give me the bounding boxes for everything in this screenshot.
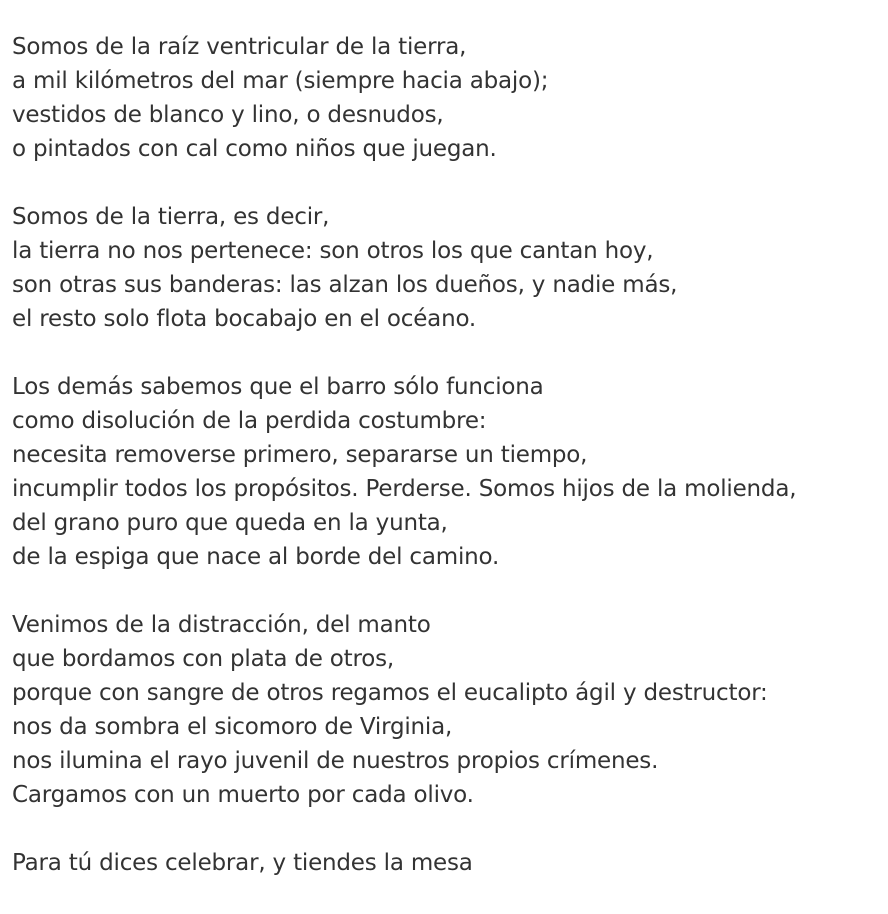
stanza-4 — [12, 608, 882, 812]
poem-line: o pintados con cal como niños que juegan. — [12, 136, 497, 162]
poem-line: a mil kilómetros del mar (siempre hacia abajo); — [12, 68, 549, 94]
poem-line: Venimos de la distracción, del manto — [12, 612, 431, 638]
stanza-3 — [12, 370, 882, 574]
poem-line: como disolución de la perdida costumbre: — [12, 408, 487, 434]
poem-line: de la espiga que nace al borde del camino. — [12, 544, 500, 570]
poem-line: del grano puro que queda en la yunta, — [12, 510, 448, 536]
poem-line: necesita removerse primero, separarse un tiempo, — [12, 442, 588, 468]
poem-line: Somos de la tierra, es decir, — [12, 204, 330, 230]
stanza-2 — [12, 200, 882, 336]
poem-line: la tierra no nos pertenece: son otros los que cantan hoy, — [12, 238, 654, 264]
poem-text — [12, 30, 882, 914]
poem-line: porque con sangre de otros regamos el eucalipto ágil y destructor: — [12, 680, 768, 706]
poem-line: nos ilumina el rayo juvenil de nuestros propios crímenes. — [12, 748, 659, 774]
poem-line: Los demás sabemos que el barro sólo funciona — [12, 374, 544, 400]
poem-line: que bordamos con plata de otros, — [12, 646, 395, 672]
stanza-1 — [12, 30, 882, 166]
stanza-5 — [12, 846, 882, 880]
poem-line: Cargamos con un muerto por cada olivo. — [12, 782, 474, 808]
poem-line: son otras sus banderas: las alzan los dueños, y nadie más, — [12, 272, 678, 298]
poem-line: vestidos de blanco y lino, o desnudos, — [12, 102, 444, 128]
poem-line: nos da sombra el sicomoro de Virginia, — [12, 714, 453, 740]
poem-line: Para tú dices celebrar, y tiendes la mesa — [12, 850, 473, 876]
poem-line: el resto solo flota bocabajo en el océano. — [12, 306, 477, 332]
poem-line: incumplir todos los propósitos. Perderse. Somos hijos de la molienda, — [12, 476, 797, 502]
poem-line: Somos de la raíz ventricular de la tierra, — [12, 34, 467, 60]
